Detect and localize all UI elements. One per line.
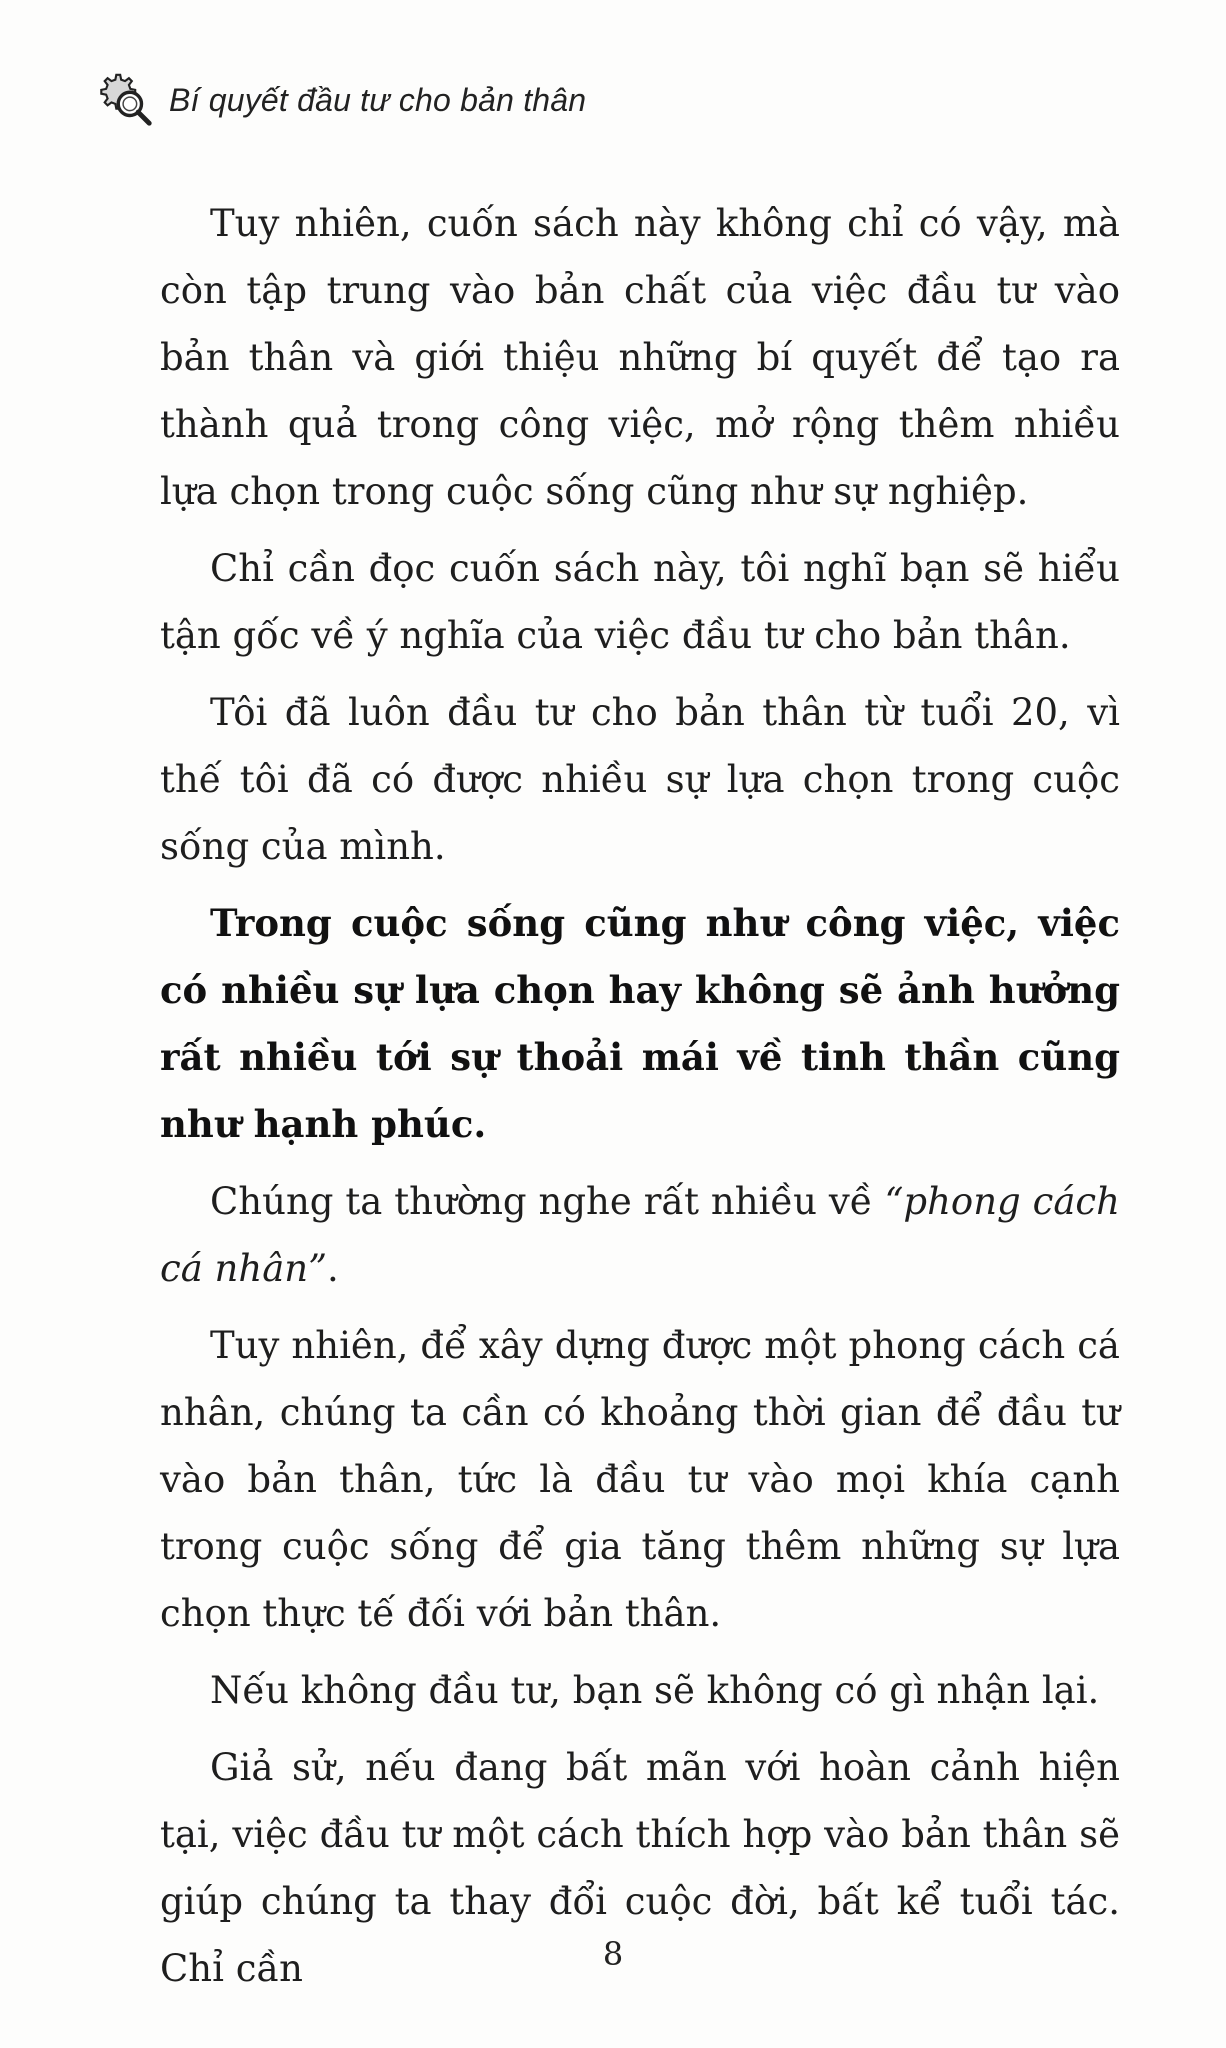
paragraph-2: Chỉ cần đọc cuốn sách này, tôi nghĩ bạn sẽ hiểu tận gốc về ý nghĩa của việc đầu tư cho bản thân. — [160, 547, 1120, 657]
paragraph-5-tail: . — [327, 1247, 339, 1290]
running-header-title: Bí quyết đầu tư cho bản thân — [169, 81, 587, 118]
paragraph-4-bold: Trong cuộc sống cũng như công việc, việc có nhiều sự lựa chọn hay không sẽ ảnh hưởng rất nhiều tới sự thoải mái về tinh thần cũng như hạnh phúc. — [160, 901, 1120, 1146]
body-text — [160, 190, 1120, 2012]
paragraph-7: Nếu không đầu tư, bạn sẽ không có gì nhận lại. — [210, 1669, 1100, 1712]
paragraph-5-lead: Chúng ta thường nghe rất nhiều về — [210, 1180, 885, 1223]
gear-magnifier-icon — [95, 69, 157, 131]
paragraph-5-italic: “phong cách cá nhân” — [160, 1180, 1120, 1290]
paragraph-1: Tuy nhiên, cuốn sách này không chỉ có vậy, mà còn tập trung vào bản chất của việc đầu tư vào bản thân và giới thiệu những bí quyết để tạo ra thành quả trong công việc, mở rộng thêm nhiều lựa chọn trong cuộc sống cũng như sự nghiệp. — [160, 202, 1120, 513]
paragraph-8: Giả sử, nếu đang bất mãn với hoàn cảnh hiện tại, việc đầu tư một cách thích hợp vào bản thân sẽ giúp chúng ta thay đổi cuộc đời, bất kể tuổi tác. Chỉ cần — [160, 1746, 1120, 1990]
paragraph-6: Tuy nhiên, để xây dựng được một phong cách cá nhân, chúng ta cần có khoảng thời gian để đầu tư vào bản thân, tức là đầu tư vào mọi khía cạnh trong cuộc sống để gia tăng thêm những sự lựa chọn thực tế đối với bản thân. — [160, 1324, 1120, 1635]
paragraph-3: Tôi đã luôn đầu tư cho bản thân từ tuổi 20, vì thế tôi đã có được nhiều sự lựa chọn trong cuộc sống của mình. — [160, 691, 1120, 868]
running-header — [95, 70, 586, 130]
page-number: 8 — [602, 1935, 624, 1973]
paragraph-5 — [160, 1168, 1120, 1302]
